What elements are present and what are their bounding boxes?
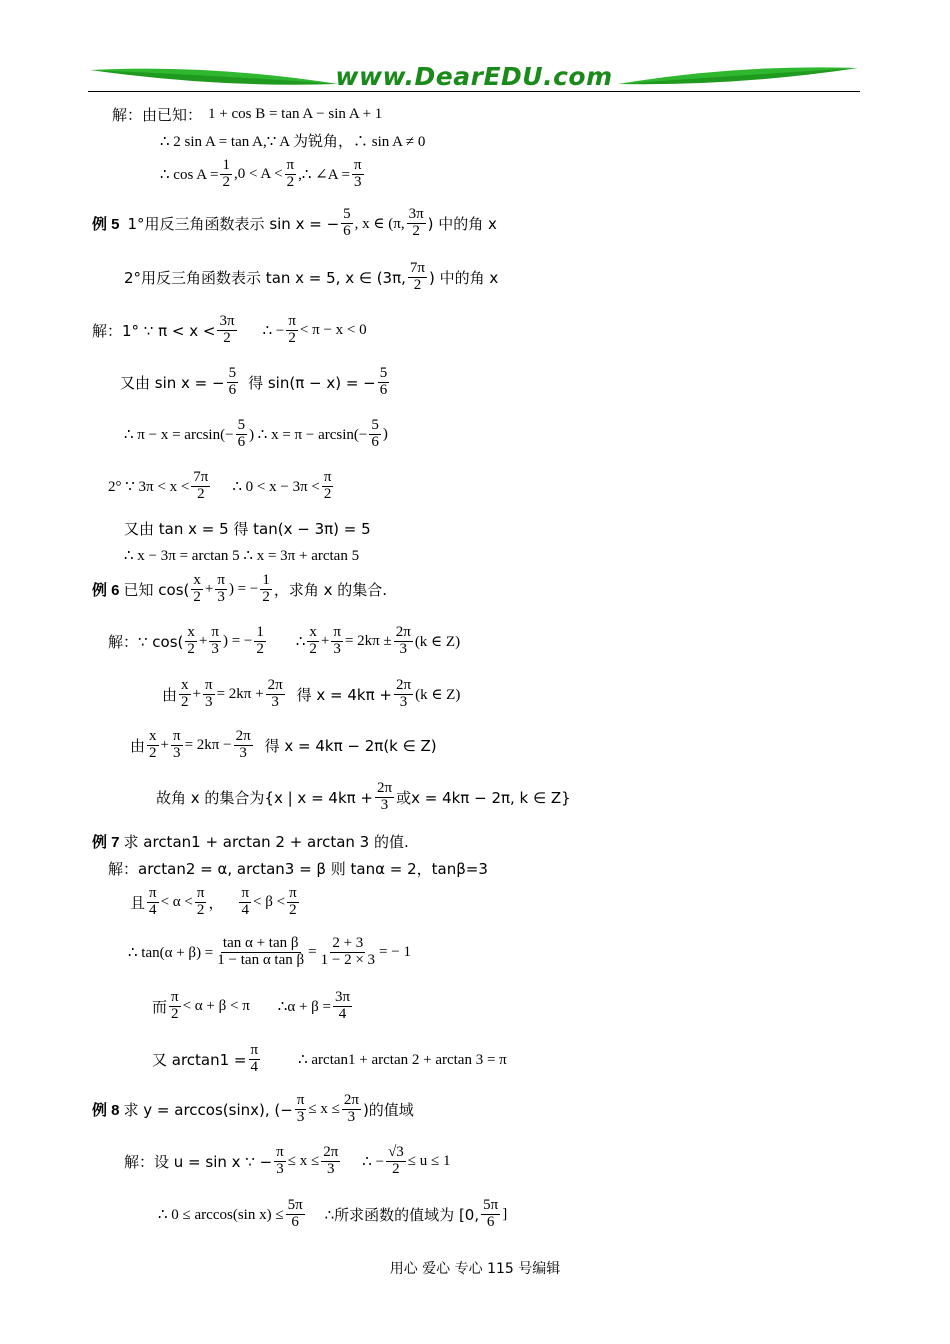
- math-text: = 2kπ ±: [344, 632, 392, 649]
- site-logo-text: www.DearEDU.com: [335, 62, 613, 91]
- numerator: π: [250, 1042, 259, 1058]
- solution-line: [124, 546, 359, 565]
- denominator: 2: [196, 901, 205, 918]
- numerator: π: [211, 624, 219, 640]
- numerator: 5π: [287, 1197, 303, 1213]
- fraction: [375, 781, 394, 814]
- fraction: [185, 625, 197, 658]
- denominator: 2: [223, 329, 231, 346]
- solution-line: [130, 886, 301, 919]
- fraction: [215, 573, 227, 606]
- numerator: 5: [371, 417, 379, 433]
- fraction: [234, 729, 253, 762]
- denominator: 3: [217, 588, 225, 605]
- numerator: π: [196, 885, 205, 901]
- solution-line: [108, 625, 460, 658]
- fraction: [333, 990, 352, 1023]
- math-text: 又由 sin x = −: [120, 373, 225, 392]
- fraction: [254, 625, 266, 658]
- math-text: ) 中的角 x: [428, 268, 499, 287]
- numerator: 2π: [343, 1092, 359, 1108]
- numerator: 2 + 3: [332, 935, 364, 951]
- math-text: ∴: [295, 633, 306, 650]
- denominator: 3: [296, 1108, 305, 1125]
- math-text: ∴α + β =: [277, 998, 331, 1015]
- math-text: ) = −: [222, 632, 253, 649]
- math-text: 2°用反三角函数表示 tan x = 5, x ∈ (3π,: [124, 268, 406, 287]
- fraction: [171, 729, 183, 762]
- numerator: x: [149, 728, 157, 744]
- math-text: ∴ 0 ≤ arccos(sin x) ≤: [158, 1206, 284, 1223]
- denominator: 3: [327, 1160, 335, 1177]
- math-text: ∴ π − x = arcsin(−: [124, 426, 234, 443]
- numerator: 7π: [409, 260, 425, 276]
- example-7-line: [92, 831, 409, 852]
- solution-line: [120, 366, 391, 399]
- numerator: 3π: [219, 313, 235, 329]
- denominator: 2: [412, 222, 420, 239]
- fraction: [352, 158, 364, 191]
- numerator: √3: [388, 1144, 404, 1160]
- numerator: π: [172, 728, 181, 744]
- numerator: x: [193, 572, 201, 588]
- denominator: 2: [193, 588, 201, 605]
- numerator: π: [241, 885, 250, 901]
- math-text: 而: [152, 997, 168, 1016]
- math-text: < α <: [160, 893, 193, 910]
- denominator: 2: [392, 1160, 400, 1177]
- example-label: 例 7: [92, 834, 120, 851]
- denominator: 6: [228, 381, 237, 398]
- fraction: [407, 207, 426, 240]
- math-text: 2° ∵ 3π < x <: [108, 478, 190, 495]
- page-footer: 用心 爱心 专心 115 号编辑: [389, 1261, 561, 1277]
- example-8-line: [92, 1093, 414, 1126]
- math-text: +: [160, 736, 169, 753]
- denominator: 3: [276, 1160, 284, 1177]
- math-text: ∴ 2 sin A = tan A,∵ A 为锐角，∴ sin A ≠ 0: [160, 134, 426, 150]
- math-text: (k ∈ Z): [414, 633, 461, 650]
- example-label: 例 6: [92, 581, 120, 599]
- fraction: [342, 1093, 361, 1126]
- fraction: [378, 366, 390, 399]
- denominator: 2: [413, 276, 422, 293]
- fraction: [191, 470, 210, 503]
- fraction: [215, 936, 306, 969]
- math-text: ≤ x ≤: [308, 1100, 340, 1117]
- math-text: ，求角 x 的集合.: [273, 580, 388, 599]
- denominator: 2: [323, 485, 332, 502]
- denominator: 3: [353, 173, 362, 190]
- denominator: 3: [399, 640, 408, 657]
- math-text: ) = −: [228, 580, 259, 597]
- solution-line: [156, 781, 571, 814]
- math-text: , x ∈ (π,: [354, 215, 405, 232]
- fraction: [286, 314, 298, 347]
- denominator: 2: [289, 901, 297, 918]
- fraction: [285, 158, 297, 191]
- math-text: +: [198, 632, 208, 649]
- solution-line: [130, 729, 437, 762]
- math-text: )的值域: [362, 1100, 414, 1119]
- math-text: ]: [502, 1205, 508, 1222]
- fraction: [249, 1043, 261, 1076]
- denominator: 2: [171, 1005, 179, 1022]
- math-text: < π − x < 0: [299, 321, 367, 338]
- fraction: [260, 573, 272, 606]
- example-5-line: [92, 207, 497, 240]
- fraction: [195, 886, 207, 919]
- denominator: 4: [250, 1058, 259, 1075]
- math-text: 由: [130, 736, 146, 755]
- fraction: [220, 158, 232, 191]
- fraction: [481, 1198, 500, 1231]
- math-text: = 2kπ −: [184, 736, 232, 753]
- denominator: 4: [338, 1005, 347, 1022]
- denominator: 2: [149, 744, 157, 761]
- example-5-line: [124, 261, 498, 294]
- math-text: ,∴ ∠A =: [298, 166, 350, 183]
- solution-label: 解：由已知：: [112, 106, 203, 124]
- solution-line: [124, 418, 388, 451]
- numerator: 3π: [408, 206, 424, 222]
- numerator: 7π: [193, 469, 209, 485]
- denominator: 1 − tan α tan β: [217, 951, 305, 968]
- fraction: [217, 314, 236, 347]
- numerator: 2π: [396, 677, 412, 693]
- math-text: 解：arctan2 = α, arctan3 = β 则 tanα = 2，tanβ=3: [108, 860, 488, 878]
- numerator: π: [353, 157, 362, 173]
- math-text: ≤ u ≤ 1: [407, 1152, 451, 1169]
- solution-line: [128, 936, 411, 969]
- math-text: < β <: [253, 893, 286, 910]
- denominator: 2: [262, 588, 270, 605]
- denominator: 4: [241, 901, 249, 918]
- math-text: 或x = 4kπ − 2π, k ∈ Z}: [396, 788, 571, 807]
- denominator: 6: [237, 433, 246, 450]
- math-text: = 2kπ +: [216, 685, 264, 702]
- numerator: π: [333, 624, 341, 640]
- fraction: [322, 470, 334, 503]
- math-text: 1 + cos B = tan A − sin A + 1: [208, 106, 383, 122]
- denominator: 6: [379, 381, 388, 398]
- math-text: +: [320, 632, 330, 649]
- numerator: π: [276, 1144, 284, 1160]
- math-text: ): [382, 425, 388, 442]
- math-text: +: [192, 685, 201, 702]
- solution-line: [108, 470, 335, 503]
- math-text: ≤ x ≤: [287, 1152, 320, 1169]
- fraction: [386, 1145, 406, 1178]
- denominator: 6: [486, 1213, 495, 1230]
- fraction: [203, 678, 215, 711]
- fraction: [239, 886, 251, 919]
- math-text: ,0 < A <: [233, 165, 283, 182]
- math-text: ∴ arctan1 + arctan 2 + arctan 3 = π: [298, 1051, 507, 1068]
- denominator: 2: [197, 485, 205, 502]
- denominator: 2: [187, 640, 195, 657]
- numerator: π: [171, 989, 179, 1005]
- solution-line: [124, 1145, 451, 1178]
- math-text: ∴ 0 < x − 3π <: [232, 478, 320, 495]
- fraction: [295, 1093, 307, 1126]
- numerator: π: [296, 1092, 305, 1108]
- fraction: [341, 207, 353, 240]
- fraction: [274, 1145, 286, 1178]
- math-text: 求 y = arccos(sinx), (−: [123, 1100, 293, 1119]
- denominator: 3: [347, 1108, 356, 1125]
- math-text: ，: [208, 895, 224, 912]
- math-text: 由: [162, 685, 178, 704]
- math-text: 得 x = 4kπ +: [296, 685, 392, 704]
- denominator: 3: [211, 640, 219, 657]
- math-text: 解：设 u = sin x ∵ −: [124, 1152, 273, 1171]
- fraction: [331, 625, 343, 658]
- solution-line: [92, 314, 367, 347]
- numerator: 1: [222, 157, 230, 173]
- fraction: [321, 1145, 340, 1178]
- denominator: 4: [149, 901, 157, 918]
- math-text: ∴ −: [262, 322, 285, 339]
- numerator: x: [181, 677, 189, 693]
- denominator: 3: [173, 744, 181, 761]
- fraction: [319, 936, 377, 969]
- math-text: 又 arctan1 =: [152, 1050, 247, 1069]
- math-text: < α + β < π: [182, 997, 250, 1014]
- denominator: 3: [380, 796, 389, 813]
- solution-line: [160, 130, 425, 151]
- math-text: ∴ tan(α + β) =: [128, 944, 214, 961]
- fraction: [209, 625, 221, 658]
- solution-line: [152, 1043, 507, 1076]
- numerator: 2π: [235, 728, 251, 744]
- fraction: [179, 678, 191, 711]
- example-6-line: [92, 573, 387, 606]
- fraction: [394, 678, 413, 711]
- solution-line: [162, 678, 460, 711]
- example-label: 例 8: [92, 1101, 120, 1119]
- numerator: x: [309, 624, 317, 640]
- fraction: [147, 729, 159, 762]
- numerator: 1: [256, 624, 264, 640]
- numerator: 3π: [335, 989, 351, 1005]
- denominator: 3: [271, 693, 279, 710]
- math-text: ) 中的角 x: [427, 214, 497, 233]
- math-text: ∴所求函数的值域为 [0,: [324, 1205, 480, 1224]
- math-text: 1°用反三角函数表示 sin x = −: [127, 214, 340, 233]
- math-text: ∴ −: [362, 1153, 385, 1170]
- math-text: (k ∈ Z): [415, 686, 461, 703]
- numerator: π: [149, 885, 157, 901]
- fraction: [236, 418, 248, 451]
- math-text: ∴ cos A =: [160, 166, 219, 183]
- solution-line: [108, 858, 488, 879]
- numerator: π: [288, 313, 296, 329]
- math-text: 解：1° ∵ π < x <: [92, 321, 216, 340]
- numerator: π: [217, 572, 225, 588]
- denominator: 2: [256, 640, 264, 657]
- example-label: 例 5: [92, 215, 120, 233]
- math-text: 且: [130, 893, 146, 912]
- denominator: 3: [239, 744, 247, 761]
- math-text: 求 arctan1 + arctan 2 + arctan 3 的值.: [123, 833, 409, 851]
- numerator: 5: [343, 206, 351, 222]
- math-text: = − 1: [379, 943, 411, 960]
- numerator: x: [187, 624, 195, 640]
- denominator: 2: [222, 173, 230, 190]
- fraction: [147, 886, 159, 919]
- numerator: π: [323, 469, 332, 485]
- denominator: 1 − 2 × 3: [320, 951, 376, 968]
- math-text: ∴ x − 3π = arctan 5 ∴ x = 3π + arctan 5: [124, 548, 360, 564]
- math-text: 已知 cos(: [123, 580, 190, 599]
- header-rule: [88, 91, 860, 92]
- numerator: 5: [237, 417, 246, 433]
- math-text: =: [308, 943, 317, 960]
- solution-line: [160, 158, 366, 191]
- numerator: π: [286, 157, 295, 173]
- solution-line: [158, 1198, 507, 1231]
- fraction: [169, 990, 181, 1023]
- fraction: [408, 261, 427, 294]
- math-text: ) ∴ x = π − arcsin(−: [249, 426, 368, 443]
- math-text: +: [204, 580, 214, 597]
- numerator: 2π: [377, 780, 393, 796]
- fraction: [307, 625, 319, 658]
- denominator: 2: [181, 693, 189, 710]
- denominator: 2: [288, 329, 296, 346]
- denominator: 6: [371, 433, 379, 450]
- denominator: 6: [343, 222, 351, 239]
- numerator: 2π: [267, 677, 283, 693]
- denominator: 3: [399, 693, 408, 710]
- numerator: 5: [228, 365, 237, 381]
- numerator: tan α + tan β: [222, 935, 299, 951]
- fraction: [191, 573, 203, 606]
- numerator: 2π: [323, 1144, 339, 1160]
- math-text: 故角 x 的集合为{x | x = 4kπ +: [156, 788, 374, 807]
- fraction: [227, 366, 239, 399]
- math-text: 又由 tan x = 5 得 tan(x − 3π) = 5: [124, 520, 371, 538]
- numerator: 5π: [483, 1197, 499, 1213]
- math-text: 得 x = 4kπ − 2π(k ∈ Z): [264, 736, 437, 755]
- numerator: π: [204, 677, 213, 693]
- numerator: 1: [262, 572, 270, 588]
- math-text: 解：∵ cos(: [108, 632, 184, 651]
- solution-line: [152, 990, 354, 1023]
- denominator: 2: [309, 640, 317, 657]
- denominator: 3: [333, 640, 341, 657]
- denominator: 6: [291, 1213, 299, 1230]
- fraction: [394, 625, 413, 658]
- fraction: [287, 886, 299, 919]
- fraction: [266, 678, 285, 711]
- solution-line: [112, 104, 382, 125]
- numerator: π: [289, 885, 297, 901]
- fraction: [286, 1198, 305, 1231]
- numerator: 2π: [395, 624, 411, 640]
- fraction: [369, 418, 381, 451]
- solution-line: [124, 518, 371, 539]
- denominator: 3: [205, 693, 213, 710]
- numerator: 5: [379, 365, 388, 381]
- denominator: 2: [286, 173, 295, 190]
- math-text: 得 sin(π − x) = −: [248, 373, 376, 392]
